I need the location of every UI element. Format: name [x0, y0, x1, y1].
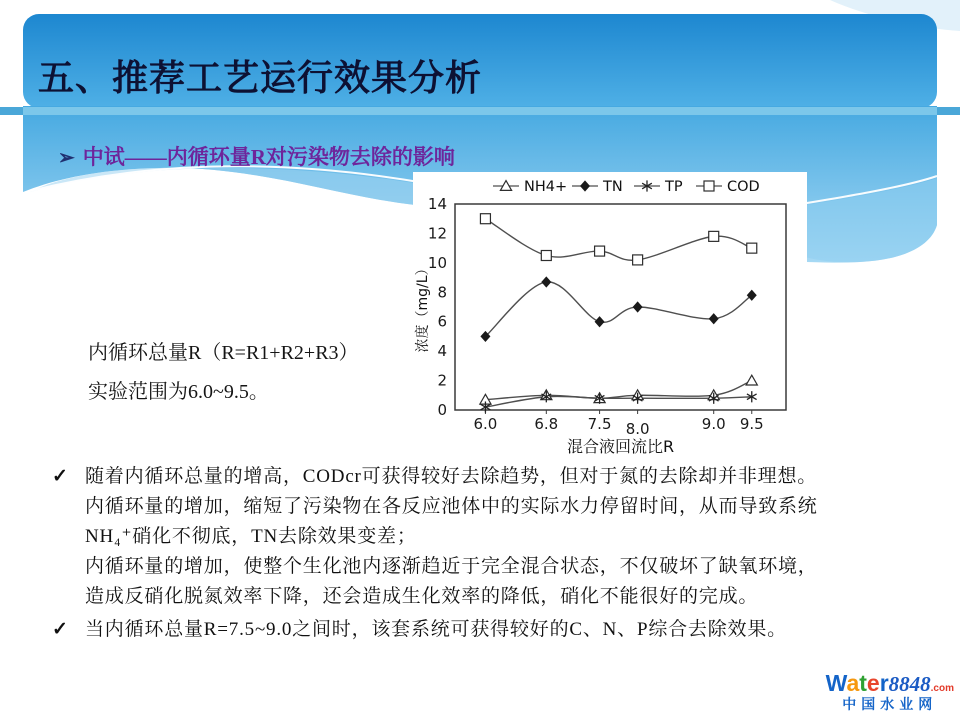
- slide-title: 五、推荐工艺运行效果分析: [38, 58, 483, 98]
- bullet-line: [52, 615, 930, 645]
- x-tick-label: 6.0: [473, 415, 498, 433]
- bullet-text: 随着内循环总量的增高，CODcr可获得较好去除趋势，但对于氮的去除却并非理想。: [85, 466, 818, 487]
- legend-label: TP: [665, 179, 683, 195]
- bullet-text: NH₄⁺硝化不彻底，TN去除效果变差；: [85, 526, 417, 547]
- marker-square: [480, 214, 490, 224]
- logo-dotcom: .com: [930, 682, 954, 694]
- logo-number: 8848: [888, 671, 931, 696]
- arrow-bullet-icon: ➢: [58, 147, 75, 169]
- logo-wordmark: [826, 671, 954, 696]
- legend-label: COD: [727, 179, 760, 195]
- check-icon: ✓: [52, 466, 68, 487]
- x-tick-label: 6.8: [534, 415, 559, 433]
- logo-letter: a: [846, 669, 860, 696]
- logo-letter: e: [866, 669, 880, 696]
- bullet-line: [52, 492, 930, 522]
- logo-letter: t: [859, 669, 867, 696]
- logo-letter: W: [825, 669, 847, 696]
- note-block: [88, 334, 359, 412]
- x-tick-label: 9.0: [701, 415, 726, 433]
- bullet-text: 内循环量的增加，使整个生化池内逐渐趋近于完全混合状态，不仅破坏了缺氧环境，: [85, 556, 818, 577]
- x-tick-label: 9.5: [739, 415, 764, 433]
- y-tick-label: 6: [437, 312, 447, 331]
- bullet-text: 内循环量的增加，缩短了污染物在各反应池体中的实际水力停留时间，从而导致系统: [85, 496, 818, 517]
- note-line-2: 实验范围为6.0~9.5。: [88, 381, 269, 403]
- logo-letter: r: [879, 669, 889, 696]
- y-tick-label: 0: [437, 401, 447, 419]
- bullet-line: [52, 462, 930, 492]
- subtitle-row: [58, 141, 455, 171]
- bullet-text: 当内循环总量R=7.5~9.0之间时，该套系统可获得较好的C、N、P综合去除效果。: [85, 619, 787, 640]
- chart-canvas: [413, 172, 807, 460]
- legend-label: NH4+: [524, 179, 568, 195]
- check-icon: ✓: [52, 619, 68, 640]
- x-axis-title: 混合液回流比R: [566, 437, 675, 456]
- y-tick-label: 4: [437, 342, 447, 361]
- y-axis-title: 浓度（mg/L）: [415, 261, 431, 353]
- y-tick-label: 14: [427, 195, 447, 213]
- legend-label: TN: [603, 179, 623, 195]
- marker-square: [747, 243, 757, 253]
- y-tick-label: 8: [437, 283, 447, 302]
- marker-square: [633, 255, 643, 265]
- logo-tagline: 中国水业网: [842, 696, 938, 713]
- logo-word: [825, 669, 889, 696]
- water8848-logo: [826, 671, 954, 712]
- bullet-line: [52, 522, 930, 552]
- plot-frame: [455, 204, 786, 410]
- marker-square: [541, 251, 551, 261]
- subtitle-text: 中试——内循环量R对污染物去除的影响: [82, 145, 455, 169]
- marker-diamond: [580, 180, 590, 191]
- body-text: [52, 462, 930, 645]
- bullet-line: [52, 582, 930, 612]
- marker-square: [709, 231, 719, 241]
- bullet-text: 造成反硝化脱氮效率下降，还会造成生化效率的降低，硝化不能很好的完成。: [85, 586, 759, 607]
- y-tick-label: 2: [437, 371, 447, 390]
- x-tick-label: 8.0: [625, 420, 650, 438]
- divider-stripe-inner: [23, 107, 937, 115]
- bullet-line: [52, 552, 930, 582]
- x-tick-label: 7.5: [587, 415, 612, 433]
- marker-square: [595, 246, 605, 256]
- y-tick-label: 12: [427, 224, 447, 243]
- marker-square: [704, 181, 714, 191]
- pollutant-removal-chart: [413, 172, 807, 460]
- note-line-1: 内循环总量R（R=R1+R2+R3）: [88, 342, 359, 364]
- y-tick-label: 10: [427, 253, 447, 272]
